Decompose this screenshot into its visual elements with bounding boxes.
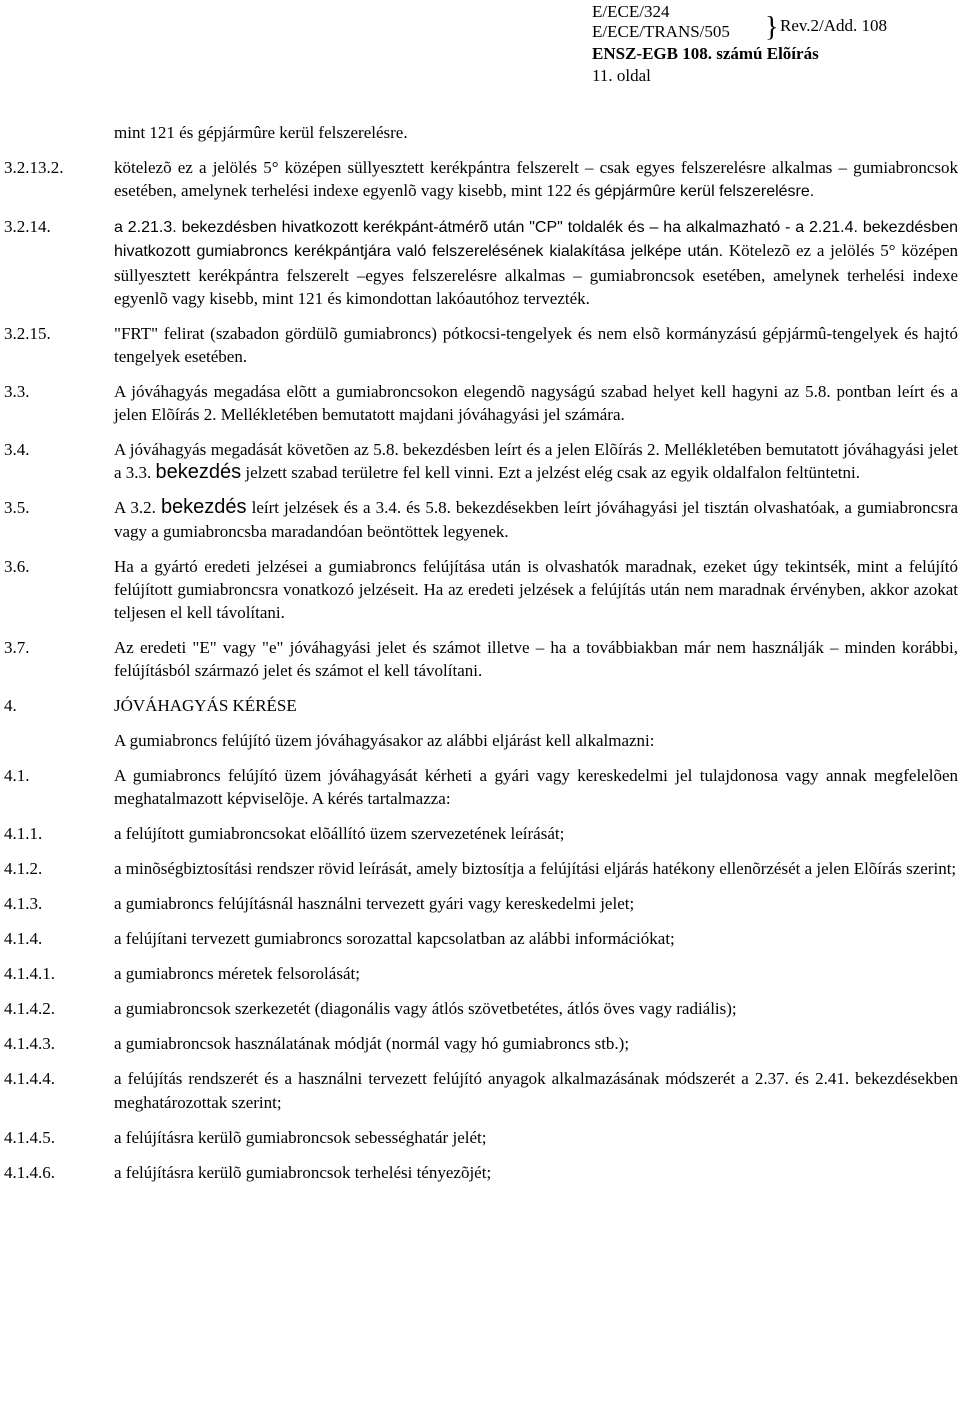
page-header [592,2,958,86]
paragraph-text: a felújítás rendszerét és a használni tervezett felújító anyagok alkalmazásának módszerét a 2.37. és 2.41. bekezdésekben meghatározottak szerint; [114,1069,958,1112]
paragraph-text: a gumiabroncs felújításnál használni tervezett gyári vagy kereskedelmi jelet; [114,894,635,914]
doc-symbol-2: E/ECE/TRANS/505 [592,22,730,41]
paragraph-number: 3.6. [4,556,30,576]
section-heading-4 [4,694,958,717]
paragraph-text: "FRT" felirat (szabadon gördülõ gumiabroncs) pótkocsi-tengelyek és nem elsõ kormányzású gépjármû-tengelyek és hajtó tengelyek esetében. [114,323,958,367]
page-number: 11. oldal [592,66,651,85]
paragraph-3-3 [4,380,958,426]
paragraph-3-5 [4,496,958,542]
paragraph-3-2-13-2 [4,156,958,203]
paragraph-4-1-2 [4,857,958,880]
paragraph-3-6 [4,555,958,625]
paragraph-text: a gumiabroncsok szerkezetét (diagonális vagy átlós szövetbetétes, átlós öves vagy radiális); [114,999,737,1019]
document-body [4,121,958,1184]
paragraph-4-1 [4,764,958,810]
paragraph-number: 4.1.1. [4,824,43,844]
paragraph-number: 3.3. [4,382,30,402]
paragraph-3-2-15 [4,322,958,368]
paragraph-3-4 [4,438,958,484]
section-intro: A gumiabroncs felújító üzem jóváhagyásakor az alábbi eljárást kell alkalmazni: [114,731,655,751]
paragraph-text: Ha a gyártó eredeti jelzései a gumiabroncs felújítása után is olvashatók maradnak, ezeket úgy tekintsék, mint a felújító felújított gumiabroncsra vonatkozó jelzéseit. Ha az eredeti jelzések a felújítás után nem maradnak érvényben, akkor azokat teljesen el kell távolítani. [114,556,958,623]
paragraph-4-1-4-4 [4,1067,958,1113]
paragraph-text-sans: gépjármûre kerül felszerelésre. [594,183,815,201]
paragraph-text: A gumiabroncs felújító üzem jóváhagyását kérheti a gyári vagy kereskedelmi jel tulajdonosa vagy annak megfelelõen meghatalmazott képviselõje. A kérés tartalmazza: [114,766,958,809]
doc-symbol-2-row [592,12,958,43]
paragraph-number: 3.5. [4,498,30,518]
paragraph-text: a felújított gumiabroncsokat elõállító üzem szervezetének leírását; [114,824,565,844]
paragraph-text: a felújítani tervezett gumiabroncs sorozattal kapcsolatban az alábbi információkat; [114,929,675,949]
paragraph-4-1-4-5 [4,1126,958,1149]
paragraph-3-2-14 [4,215,958,310]
paragraph-number: 3.2.13.2. [4,158,64,177]
paragraph-number: 4.1.4.6. [4,1162,55,1182]
paragraph-text: A jóváhagyás megadása elõtt a gumiabroncsokon elegendõ nagyságú szabad helyet kell hagyni az 5.8. pontban leírt és a jelen Elõírás 2. Mellékletében bemutatott majdani jóváhagyási jel számára. [114,382,958,425]
paragraph-number: 4.1.4.1. [4,964,55,984]
regulation-title: ENSZ-EGB 108. számú Elõírás [592,44,819,63]
paragraph-number: 4.1.4.3. [4,1034,55,1054]
paragraph-4-1-1 [4,822,958,845]
paragraph-text: a gumiabroncsok használatának módját (normál vagy hó gumiabroncs stb.); [114,1034,630,1054]
paragraph-number: 4.1.3. [4,894,43,914]
paragraph-continuation: mint 121 és gépjármûre kerül felszerelésre. [114,123,408,142]
paragraph-text-after: leírt jelzések és a 3.4. és 5.8. bekezdésekben leírt jóváhagyási jel tisztán olvashatóak, a gumiabroncsra vagy a gumiabroncsba maradandóan beöntöttek legyenek. [114,498,959,541]
paragraph-4-1-4-1 [4,962,958,985]
paragraph-number: 3.7. [4,638,30,658]
paragraph-number: 4.1.2. [4,859,43,879]
paragraph-text: Az eredeti "E" vagy "e" jóváhagyási jelet és számot illetve – ha a továbbiakban már nem használják – minden korábbi, felújításból származó jelet és számot el kell távolítani. [114,638,958,681]
paragraph-4-1-4-3 [4,1032,958,1055]
paragraph-word-large: bekezdés [155,461,242,484]
paragraph-number: 3.4. [4,440,30,460]
paragraph-3-7 [4,636,958,682]
paragraph-text: Kötelezõ ez a jelölés 5° középen süllyesztett kerékpántra felszerelt –egyes felszerelésre alkalmas – gumiabroncsok esetében, amelynek terhelési indexe egyenlõ vagy kisebb, mint 121 és kimondottan lakóautóhoz tervezték. [114,241,958,308]
paragraph-text-sans: a 2.21.3. bekezdésben hivatkozott kerékpánt-átmérõ után "CP" toldalék és – ha alkalmazható - a 2.21.4. bekezdésben hivatkozott gumiabroncs kerékpántjára való felszerelésének kialakítása jelképe után. [114,219,958,261]
paragraph-text-after: jelzett szabad területre fel kell vinni. Ezt a jelzést elég csak az egyik oldalfalon feltüntetni. [245,463,860,483]
paragraph-text: a felújításra kerülõ gumiabroncsok terhelési tényezõjét; [114,1162,492,1182]
paragraph-number: 4.1.4. [4,929,43,949]
paragraph-number: 4.1.4.2. [4,999,55,1019]
section-number: 4. [4,696,17,716]
paragraph-word-large: bekezdés [160,496,247,519]
brace-glyph: } [765,12,779,43]
paragraph-text: A 3.2. [114,498,156,518]
paragraph-4-1-4 [4,927,958,950]
paragraph-4-1-4-2 [4,997,958,1020]
paragraph-text: kötelezõ ez a jelölés 5° középen süllyesztett kerékpántra felszerelt – csak egyes felszerelésre alkalmas – gumiabroncsok esetében, amelynek terhelési indexe egyenlõ vagy kisebb, mint 122 és [114,158,958,201]
paragraph-number: 3.2.15. [4,323,51,343]
paragraph-number: 4.1.4.5. [4,1127,55,1147]
paragraph-number: 3.2.14. [4,217,51,237]
paragraph-4-1-4-6 [4,1161,958,1184]
revision-label: Rev.2/Add. 108 [780,16,888,35]
doc-symbol-1: E/ECE/324 [592,2,670,21]
paragraph-number: 4.1. [4,766,30,786]
paragraph-text: a minõségbiztosítási rendszer rövid leírását, amely biztosítja a felújítási eljárás hatékony ellenõrzését a jelen Elõírás szerint; [114,859,957,879]
section-title: JÓVÁHAGYÁS KÉRÉSE [114,696,297,716]
paragraph-text: A jóváhagyás megadását követõen az 5.8. bekezdésben leírt és a jelen Elõírás 2. Mellékletében bemutatott jóváhagyási jelet a 3.3. [114,440,958,483]
paragraph-text: a felújításra kerülõ gumiabroncsok sebességhatár jelét; [114,1127,487,1147]
paragraph-number: 4.1.4.4. [4,1069,55,1089]
paragraph-text: a gumiabroncs méretek felsorolását; [114,964,360,984]
paragraph-4-1-3 [4,892,958,915]
